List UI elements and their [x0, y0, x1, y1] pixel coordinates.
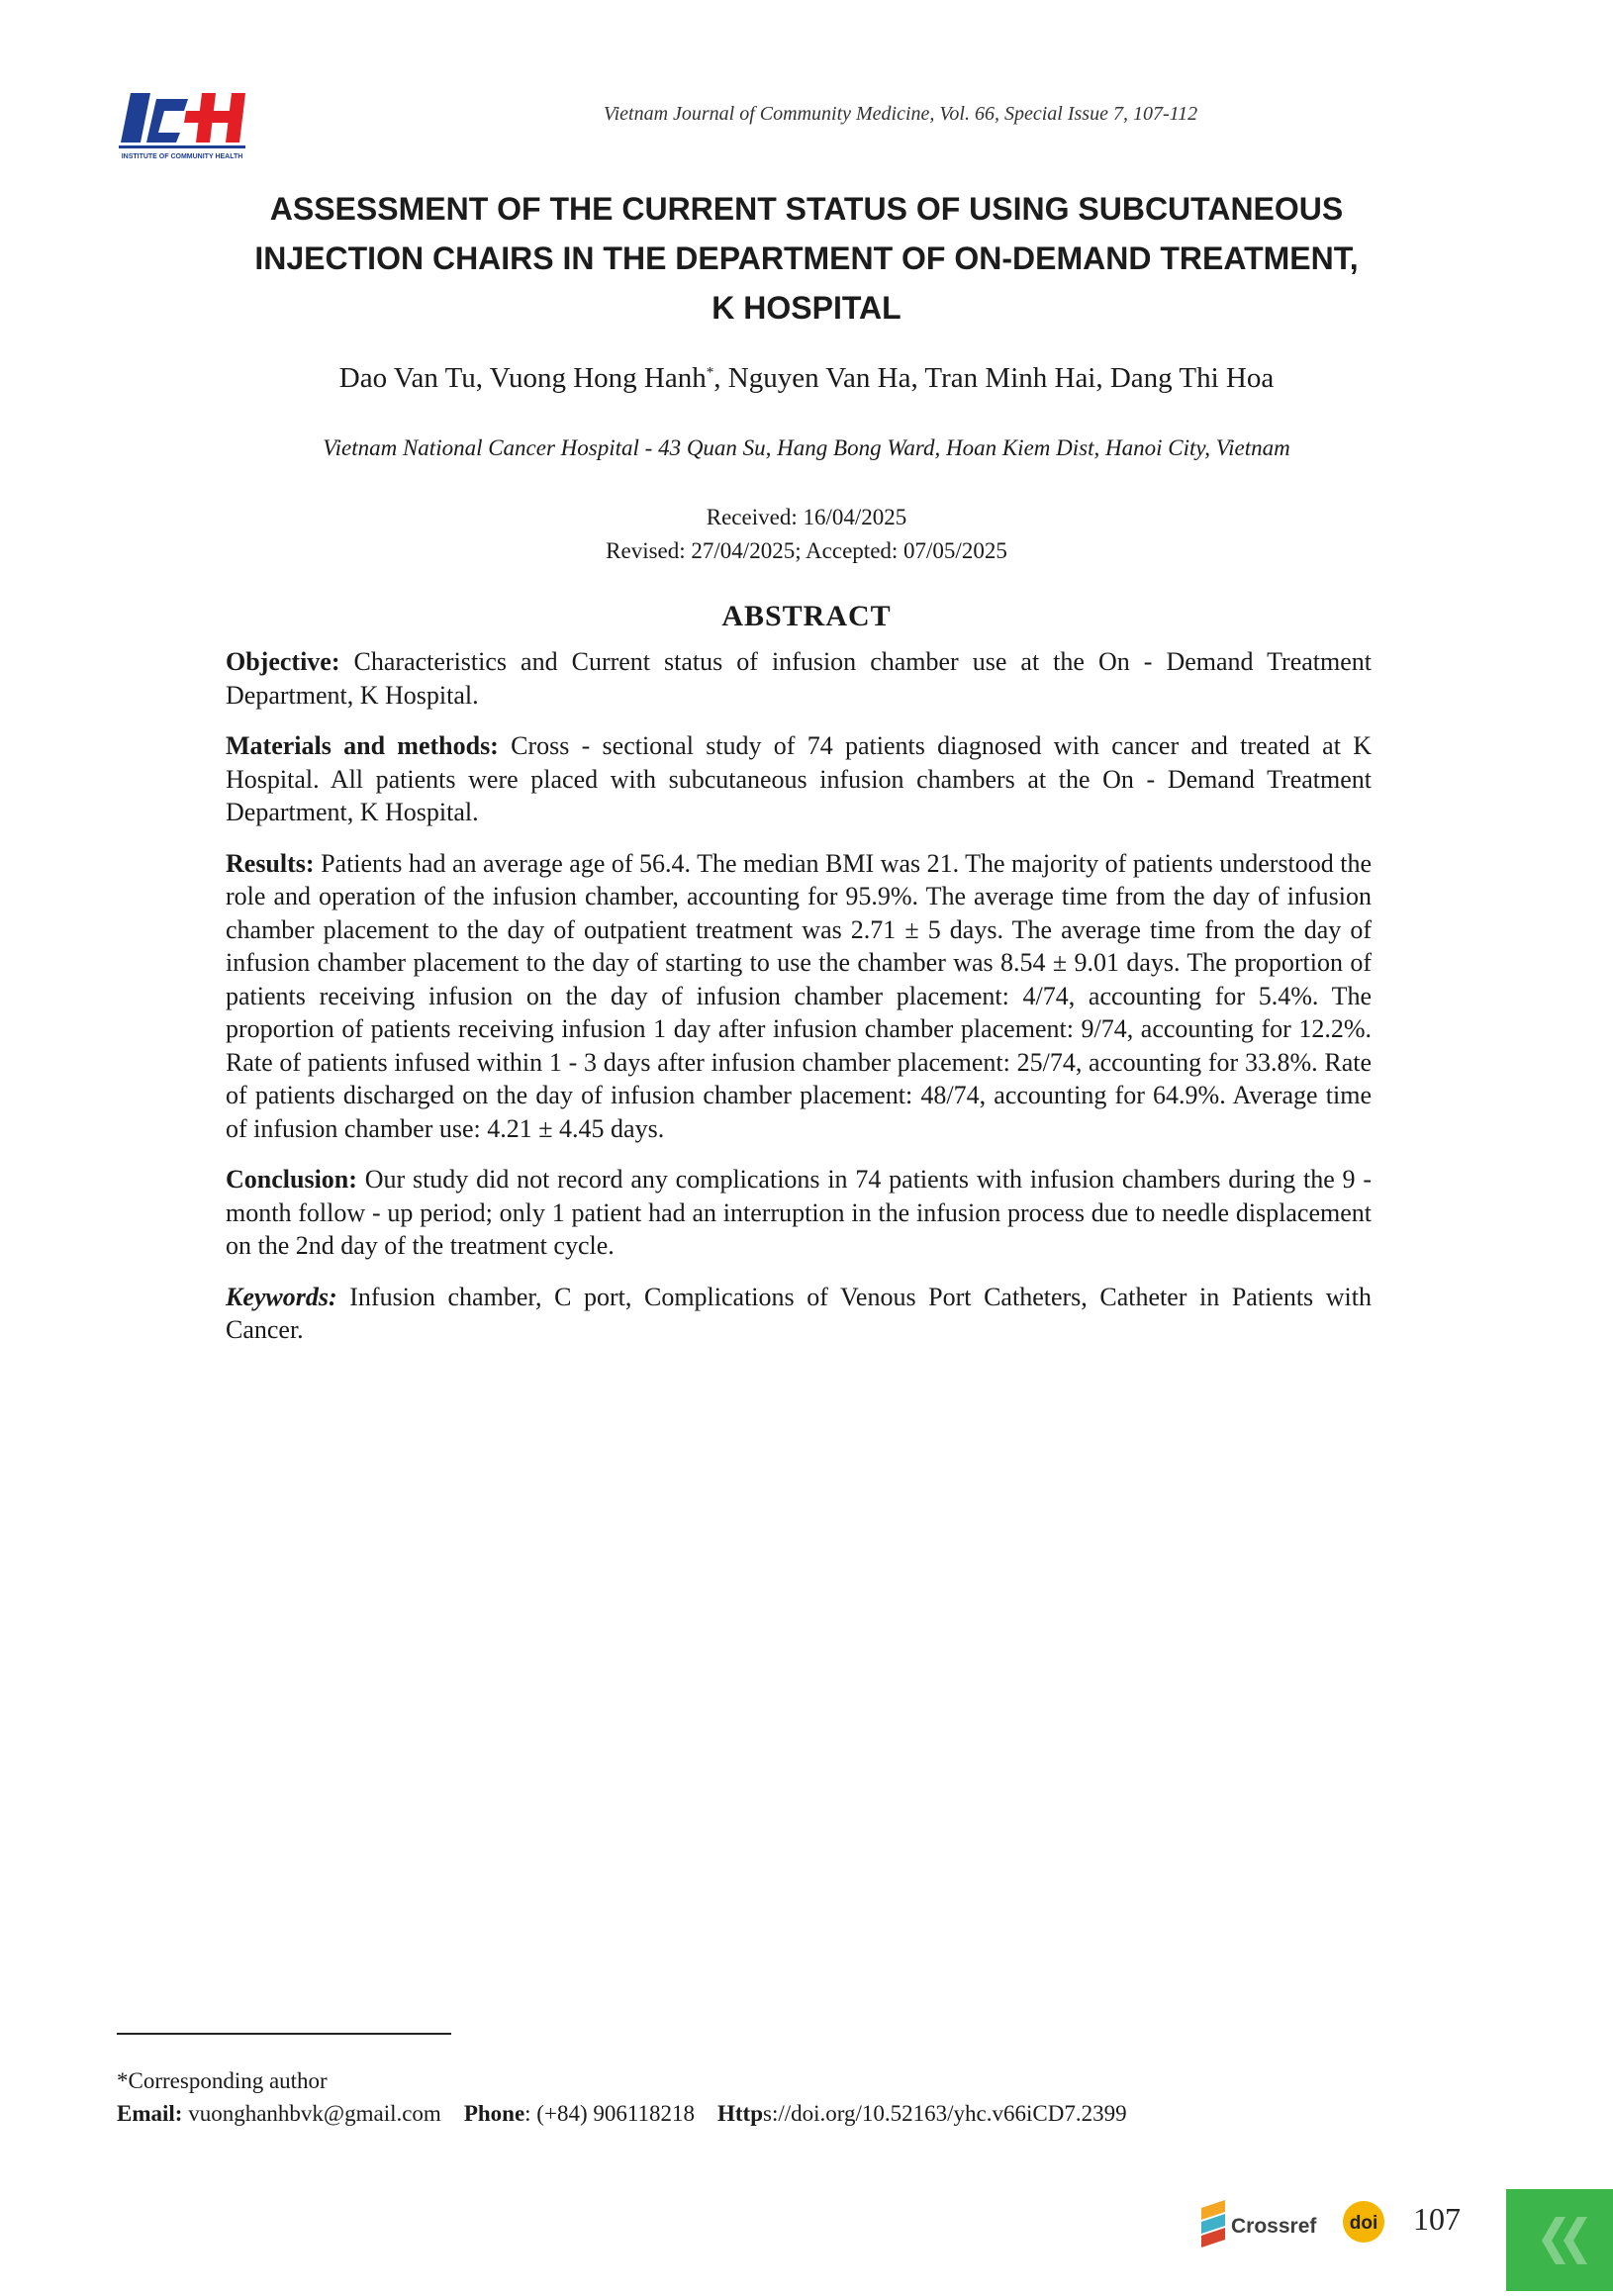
conclusion-paragraph [226, 1163, 1372, 1263]
email-link[interactable]: vuonghanhbvk@gmail.com [182, 2101, 441, 2126]
objective-label: Objective: [226, 647, 340, 676]
title-line-1: ASSESSMENT OF THE CURRENT STATUS OF USING SUBCUTANEOUS [269, 191, 1344, 227]
crossref-text: Crossref [1231, 2215, 1317, 2238]
results-text: Patients had an average age of 56.4. The median BMI was 21. The majority of patients understood the role and operation of the infusion chamber, accounting for 95.9%. The average time from the day of infusion chamber placement to the day of outpatient treatment was 2.71 ± 5 days. The average time from the day of infusion chamber placement to the day of starting to use the chamber was 8.54 ± 9.01 days. The proportion of patients receiving infusion on the day of infusion chamber placement: 4/74, accounting for 5.4%. The proportion of patients receiving infusion 1 day after infusion chamber placement: 9/74, accounting for 12.2%. Rate of patients infused within 1 - 3 days after infusion chamber placement: 25/74, accounting for 33.8%. Rate of patients discharged on the day of infusion chamber placement: 48/74, accounting for 64.9%. Average time of infusion chamber use: 4.21 ± 4.45 days. [226, 848, 1372, 1143]
doi-link-rest: s://doi.org/10.52163/yhc.v66iCD7.2399 [763, 2101, 1127, 2126]
institute-logo [117, 89, 247, 162]
paper-title [139, 184, 1474, 333]
authors-after: , Nguyen Van Ha, Tran Minh Hai, Dang Thi Hoa [713, 362, 1275, 394]
dates-block [139, 501, 1474, 568]
revised-accepted-date: Revised: 27/04/2025; Accepted: 07/05/2025 [606, 538, 1007, 563]
conclusion-text: Our study did not record any complications in 74 patients with infusion chambers during the 9 - month follow - up period; only 1 patient had an interruption in the infusion process due to needle displacement on the 2nd day of the treatment cycle. [226, 1165, 1372, 1260]
doi-text: doi [1349, 2213, 1378, 2234]
author-list [139, 362, 1474, 395]
methods-paragraph [226, 729, 1372, 829]
logo-underline [119, 145, 245, 148]
affiliation: Vietnam National Cancer Hospital - 43 Quan Su, Hang Bong Ward, Hoan Kiem Dist, Hanoi City, Vietnam [323, 435, 1290, 460]
objective-text: Characteristics and Current status of infusion chamber use at the On - Demand Treatment Department, K Hospital. [226, 647, 1372, 710]
phone-value: : (+84) 906118218 [524, 2101, 695, 2126]
footnote [117, 2064, 1403, 2130]
corresponding-mark: * [706, 364, 714, 381]
keywords-text: Infusion chamber, C port, Complications of Venous Port Catheters, Catheter in Patients with Cancer. [226, 1282, 1372, 1344]
doi-link[interactable] [717, 2101, 1127, 2126]
methods-label: Materials and methods: [226, 731, 499, 760]
page-number: 107 [1413, 2201, 1461, 2237]
title-line-3: K HOSPITAL [712, 290, 901, 326]
footnote-divider [117, 2033, 451, 2035]
corresponding-author-note: *Corresponding author [117, 2068, 328, 2093]
logo-i-bar [121, 93, 150, 143]
logo-c-shape [146, 99, 188, 143]
phone-label: Phone [463, 2101, 525, 2126]
logo-caption: INSTITUTE OF COMMUNITY HEALTH [121, 153, 243, 160]
results-label: Results: [226, 848, 315, 878]
conclusion-label: Conclusion: [226, 1165, 357, 1194]
title-line-2: INJECTION CHAIRS IN THE DEPARTMENT OF ON-DEMAND TREATMENT, [254, 240, 1359, 276]
double-chevron-left-icon [1506, 2189, 1613, 2291]
email-label: Email: [117, 2101, 183, 2126]
keywords-paragraph [226, 1281, 1372, 1347]
doi-link-bold: Http [717, 2101, 763, 2126]
journal-citation: Vietnam Journal of Community Medicine, Vol. 66, Special Issue 7, 107-112 [603, 103, 1198, 125]
logo-cross-bar [184, 111, 243, 123]
keywords-label: Keywords: [226, 1282, 337, 1311]
crossref-doi-badge[interactable] [1199, 2196, 1385, 2251]
objective-paragraph [226, 645, 1372, 712]
authors-before: Dao Van Tu, Vuong Hong Hanh [338, 362, 707, 394]
received-date: Received: 16/04/2025 [706, 505, 907, 529]
page-tab [1506, 2189, 1613, 2291]
abstract-heading: ABSTRACT [721, 600, 892, 632]
results-paragraph [226, 847, 1372, 1146]
methods-text: Cross - sectional study of 74 patients diagnosed with cancer and treated at K Hospital. All patients were placed with subcutaneous infusion chambers at the On - Demand Treatment Department, K Hospital. [226, 731, 1372, 826]
contact-line [117, 2097, 1403, 2130]
abstract-body [226, 645, 1372, 1365]
